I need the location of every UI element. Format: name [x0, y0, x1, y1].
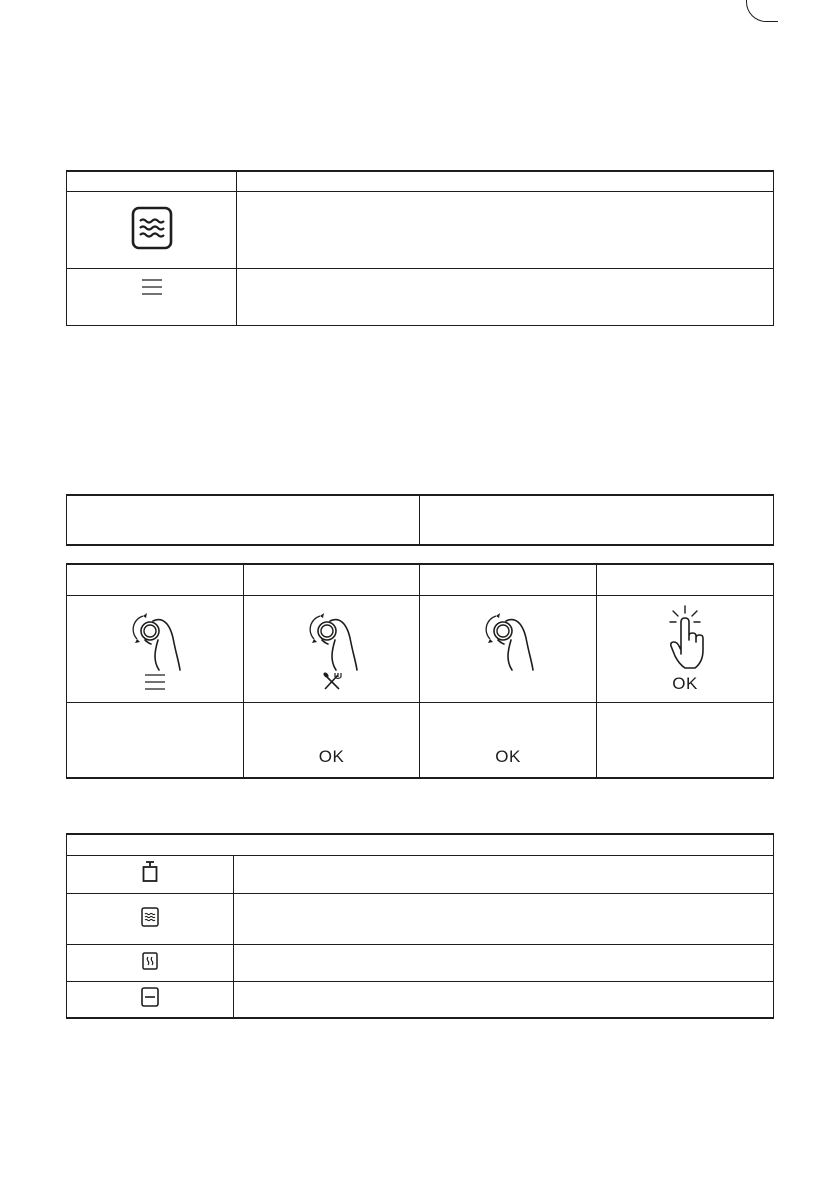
menu-icon-cell — [67, 268, 237, 325]
turn-knob-icon — [123, 602, 187, 674]
microwave-icon — [141, 907, 159, 927]
defrost-icon — [142, 861, 158, 883]
description-cell — [234, 893, 774, 944]
defrost-icon-cell — [67, 855, 234, 893]
step-1-text-cell — [67, 702, 244, 778]
grill-icon — [142, 952, 158, 970]
press-knob-icon — [653, 602, 717, 674]
header-cell — [237, 171, 774, 191]
crop-mark — [746, 0, 778, 22]
description-cell — [234, 944, 774, 981]
microwave-icon-cell — [67, 893, 234, 944]
description-cell — [237, 268, 774, 325]
step-3-text-cell — [420, 702, 597, 778]
description-cell — [237, 191, 774, 268]
header-cell — [67, 171, 237, 191]
step-3-cell — [420, 595, 597, 702]
microwave-icon-cell — [67, 191, 237, 268]
fork-knife-icon-wrap — [244, 672, 419, 694]
ok-label: OK — [672, 673, 698, 693]
step-number-cell — [597, 564, 774, 595]
symbols-table — [66, 170, 774, 326]
step-header-table — [66, 494, 774, 546]
step-4-cell — [597, 595, 774, 702]
step-1-cell — [67, 595, 244, 702]
menu-icon — [142, 279, 162, 295]
menu-icon-wrap — [67, 674, 243, 694]
step-number-cell — [244, 564, 420, 595]
step-number-cell — [67, 564, 244, 595]
menu-icon — [145, 674, 165, 690]
microwave-icon — [131, 206, 173, 250]
description-cell — [234, 981, 774, 1018]
turn-knob-icon — [476, 602, 540, 674]
step-2-text-cell — [244, 702, 420, 778]
ok-label: OK — [318, 747, 345, 766]
step-number-cell — [420, 564, 597, 595]
turn-knob-icon — [300, 602, 364, 674]
steps-table — [66, 563, 774, 779]
bottom-heat-icon — [141, 987, 159, 1007]
functions-table — [66, 833, 774, 1019]
bottom-heat-icon-cell — [67, 981, 234, 1018]
description-cell — [234, 855, 774, 893]
functions-header-cell — [67, 834, 774, 855]
step-2-cell — [244, 595, 420, 702]
fork-knife-icon — [322, 672, 342, 690]
grill-icon-cell — [67, 944, 234, 981]
step-header-cell — [420, 495, 774, 545]
step-4-text-cell — [597, 702, 774, 778]
step-header-cell — [67, 495, 420, 545]
ok-label: OK — [495, 747, 521, 766]
